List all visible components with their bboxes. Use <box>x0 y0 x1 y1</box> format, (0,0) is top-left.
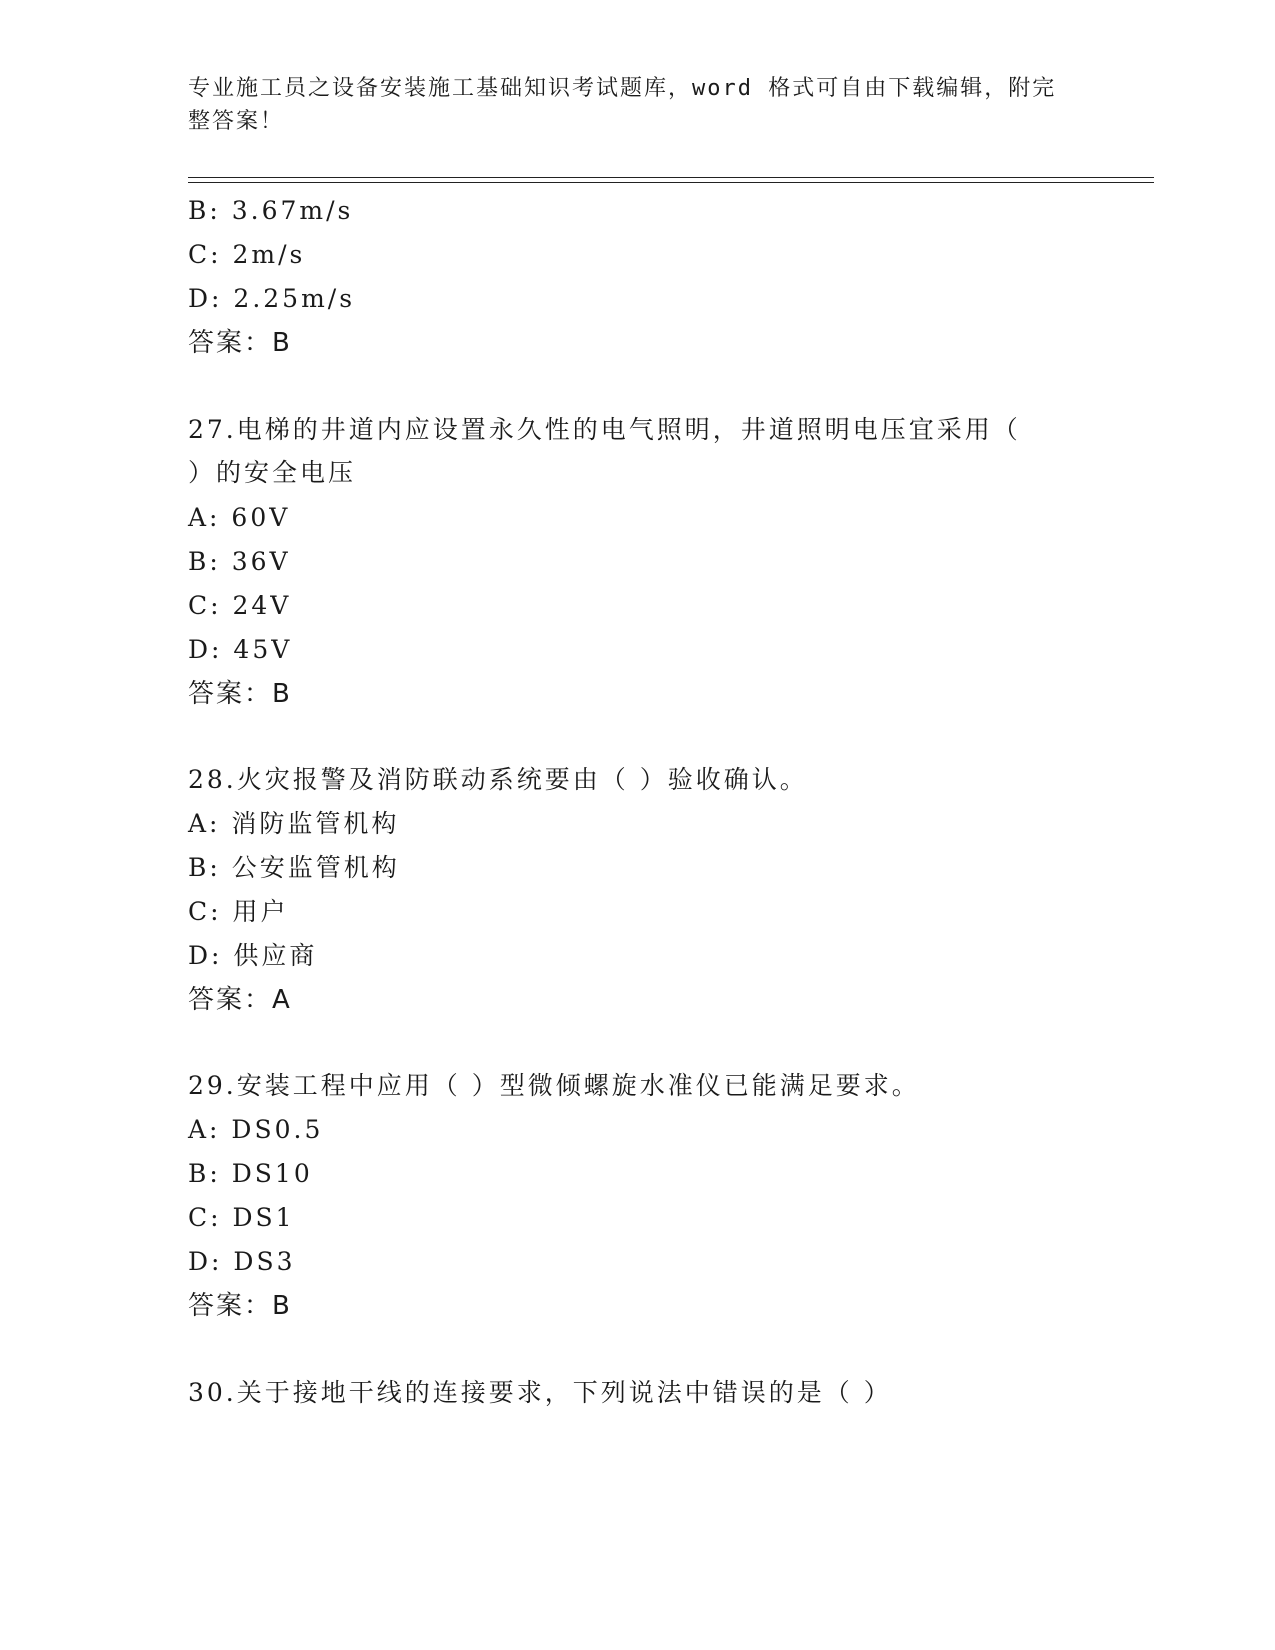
q29-answer: 答案：B <box>188 1291 292 1321</box>
q28-stem: 28.火灾报警及消防联动系统要由（ ）验收确认。 <box>188 765 808 794</box>
q29-option-d: D: DS3 <box>188 1247 296 1276</box>
q27-stem-line-2: ）的安全电压 <box>188 458 357 487</box>
q27-answer: 答案：B <box>188 679 292 709</box>
header-line-1: 专业施工员之设备安装施工基础知识考试题库，word 格式可自由下载编辑，附完 <box>188 76 1057 101</box>
header-line-2: 整答案！ <box>188 109 285 134</box>
q28-option-d: D: 供应商 <box>188 941 318 970</box>
q29-stem: 29.安装工程中应用（ ）型微倾螺旋水准仪已能满足要求。 <box>188 1071 920 1100</box>
q27-option-c: C: 24V <box>188 591 292 620</box>
q27-stem-line-1: 27.电梯的井道内应设置永久性的电气照明，井道照明电压宜采用（ <box>188 415 1021 444</box>
q27-option-b: B: 36V <box>188 547 291 576</box>
q27-option-d: D: 45V <box>188 635 293 664</box>
header-rule-top <box>188 177 1154 178</box>
q27-option-a: A: 60V <box>188 503 291 532</box>
q26-option-b: B: 3.67m/s <box>188 196 354 225</box>
q28-option-a: A: 消防监管机构 <box>188 809 400 838</box>
q28-option-b: B: 公安监管机构 <box>188 853 400 882</box>
document-header <box>188 72 1068 138</box>
q26-option-c: C: 2m/s <box>188 240 306 269</box>
q29-option-a: A: DS0.5 <box>188 1115 324 1144</box>
q30-stem: 30.关于接地干线的连接要求，下列说法中错误的是（ ） <box>188 1378 892 1407</box>
q29-option-b: B: DS10 <box>188 1159 313 1188</box>
q26-answer: 答案：B <box>188 328 292 358</box>
header-rule-bottom <box>188 182 1154 183</box>
q29-option-c: C: DS1 <box>188 1203 295 1232</box>
q26-option-d: D: 2.25m/s <box>188 284 356 313</box>
q28-answer: 答案：A <box>188 985 292 1015</box>
q28-option-c: C: 用户 <box>188 897 289 926</box>
